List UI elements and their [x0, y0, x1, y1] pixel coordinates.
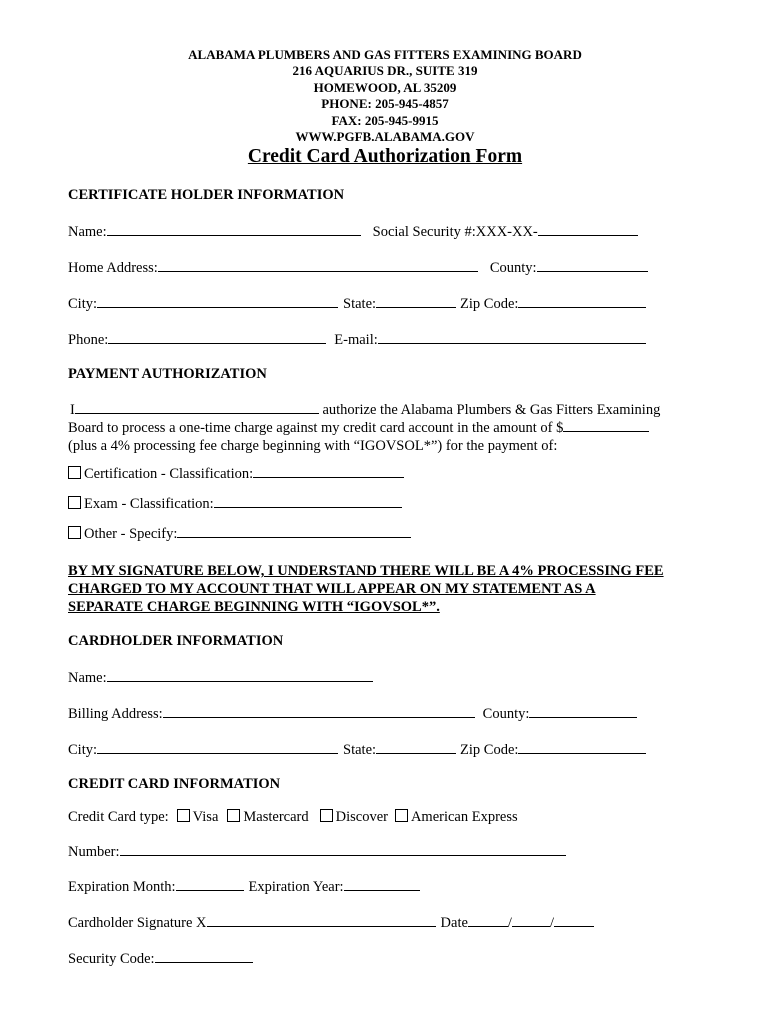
expiration-row	[68, 878, 420, 896]
billing-city-label: City:	[68, 742, 98, 758]
option-exam-row	[68, 495, 402, 513]
certification-label: Certification - Classification:	[84, 466, 254, 482]
other-label: Other - Specify:	[84, 526, 178, 542]
cert-contact-row	[68, 331, 646, 349]
billing-county-field[interactable]	[529, 705, 637, 718]
option-certification-row	[68, 465, 404, 483]
notice-line2: CHARGED TO MY ACCOUNT THAT WILL APPEAR ON MY STATEMENT AS A	[68, 581, 596, 597]
cert-phone-field[interactable]	[108, 331, 326, 344]
signature-label: Cardholder Signature X	[68, 915, 207, 931]
cert-state-field[interactable]	[376, 295, 456, 308]
card-type-label: Credit Card type:	[68, 809, 169, 825]
card-number-row	[68, 843, 566, 861]
cert-city-field[interactable]	[97, 295, 338, 308]
cardholder-name-field[interactable]	[107, 669, 373, 682]
visa-label: Visa	[192, 809, 219, 825]
cert-zip-field[interactable]	[518, 295, 646, 308]
notice-line1: BY MY SIGNATURE BELOW, I UNDERSTAND THERE WILL BE A 4% PROCESSING FEE	[68, 563, 664, 579]
cert-name-row	[68, 223, 638, 241]
billing-city-row	[68, 741, 646, 759]
exam-label: Exam - Classification:	[84, 496, 214, 512]
header-website: WWW.PGFB.ALABAMA.GOV	[295, 129, 475, 144]
header-org: ALABAMA PLUMBERS AND GAS FITTERS EXAMINING BOARD	[188, 47, 582, 62]
billing-row	[68, 705, 637, 723]
discover-checkbox[interactable]	[320, 809, 333, 822]
header-fax: FAX: 205-945-9915	[331, 113, 439, 128]
cardholder-name-label: Name:	[68, 670, 107, 686]
certification-checkbox[interactable]	[68, 466, 81, 479]
security-code-row	[68, 950, 253, 968]
cert-home-address-label: Home Address:	[68, 260, 158, 276]
security-code-label: Security Code:	[68, 951, 155, 967]
payment-line3: (plus a 4% processing fee charge beginning with “IGOVSOL*”) for the payment of:	[68, 438, 558, 454]
payment-line2	[68, 419, 649, 437]
mastercard-label: Mastercard	[243, 809, 309, 825]
exam-checkbox[interactable]	[68, 496, 81, 509]
notice-line3: SEPARATE CHARGE BEGINNING WITH “IGOVSOL*”.	[68, 599, 440, 615]
signature-field[interactable]	[207, 914, 436, 927]
payment-i-label: I	[70, 402, 75, 418]
payment-line1	[70, 401, 660, 419]
billing-city-field[interactable]	[97, 741, 338, 754]
security-code-field[interactable]	[155, 950, 253, 963]
cert-county-label: County:	[489, 260, 537, 276]
authorizer-name-field[interactable]	[75, 401, 319, 414]
cert-zip-label: Zip Code:	[460, 296, 519, 312]
visa-checkbox[interactable]	[177, 809, 190, 822]
certificate-holder-heading: CERTIFICATE HOLDER INFORMATION	[68, 187, 345, 203]
header-phone: PHONE: 205-945-4857	[321, 96, 449, 111]
date-separator-2: /	[549, 915, 554, 931]
billing-zip-label: Zip Code:	[460, 742, 519, 758]
cert-address-row	[68, 259, 648, 277]
amex-checkbox[interactable]	[395, 809, 408, 822]
cert-ssn-field[interactable]	[538, 223, 638, 236]
cert-home-address-field[interactable]	[158, 259, 478, 272]
cert-city-row	[68, 295, 646, 313]
option-other-row	[68, 525, 411, 543]
cardholder-heading: CARDHOLDER INFORMATION	[68, 633, 284, 649]
amex-label: American Express	[410, 809, 518, 825]
other-checkbox[interactable]	[68, 526, 81, 539]
card-type-row	[68, 808, 518, 826]
cardholder-name-row	[68, 669, 373, 687]
cert-name-label: Name:	[68, 224, 107, 240]
certification-field[interactable]	[253, 465, 404, 478]
date-month-field[interactable]	[468, 914, 508, 927]
billing-state-field[interactable]	[376, 741, 456, 754]
amount-field[interactable]	[563, 419, 649, 432]
date-day-field[interactable]	[512, 914, 550, 927]
cert-email-label: E-mail:	[334, 332, 378, 348]
cert-state-label: State:	[343, 296, 377, 312]
date-year-field[interactable]	[554, 914, 594, 927]
payment-heading: PAYMENT AUTHORIZATION	[68, 366, 267, 382]
card-number-field[interactable]	[120, 843, 566, 856]
card-number-label: Number:	[68, 844, 120, 860]
billing-state-label: State:	[343, 742, 377, 758]
exp-month-field[interactable]	[176, 878, 244, 891]
payment-line2-text: Board to process a one-time charge against my credit card account in the amount of $	[68, 420, 564, 436]
billing-address-field[interactable]	[163, 705, 475, 718]
exp-month-label: Expiration Month:	[68, 879, 176, 895]
discover-label: Discover	[335, 809, 388, 825]
header-address2: HOMEWOOD, AL 35209	[313, 80, 457, 95]
billing-zip-field[interactable]	[518, 741, 646, 754]
payment-line1-text: authorize the Alabama Plumbers & Gas Fitters Examining	[318, 402, 661, 418]
exam-field[interactable]	[214, 495, 402, 508]
page-title: Credit Card Authorization Form	[247, 146, 523, 167]
cert-name-field[interactable]	[107, 223, 361, 236]
mastercard-checkbox[interactable]	[227, 809, 240, 822]
cert-ssn-label: Social Security #:XXX-XX-	[372, 224, 538, 240]
other-field[interactable]	[177, 525, 411, 538]
cert-phone-label: Phone:	[68, 332, 109, 348]
exp-year-label: Expiration Year:	[248, 879, 344, 895]
billing-address-label: Billing Address:	[68, 706, 163, 722]
signature-row	[68, 914, 594, 932]
date-separator-1: /	[507, 915, 512, 931]
credit-card-heading: CREDIT CARD INFORMATION	[68, 776, 281, 792]
exp-year-field[interactable]	[344, 878, 420, 891]
billing-county-label: County:	[482, 706, 530, 722]
cert-city-label: City:	[68, 296, 98, 312]
cert-county-field[interactable]	[537, 259, 648, 272]
date-label: Date	[440, 915, 468, 931]
cert-email-field[interactable]	[378, 331, 646, 344]
header-address1: 216 AQUARIUS DR., SUITE 319	[292, 63, 478, 78]
